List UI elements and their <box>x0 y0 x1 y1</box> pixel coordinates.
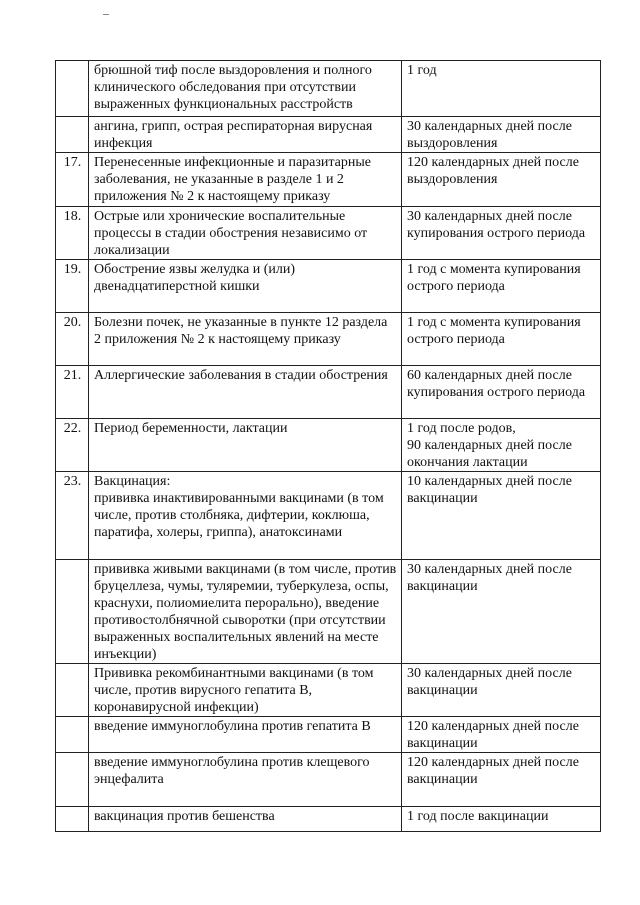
period-cell: 30 календарных дней после вакцинации <box>402 560 601 664</box>
period-cell: 120 календарных дней после вакцинации <box>402 717 601 753</box>
table-row <box>56 117 601 153</box>
row-number: 23. <box>56 472 89 560</box>
row-number <box>56 717 89 753</box>
condition-cell: Обострение язвы желудка и (или) двенадцатиперстной кишки <box>89 260 402 313</box>
period-cell: 1 год после вакцинации <box>402 807 601 832</box>
row-number <box>56 61 89 117</box>
condition-cell: Перенесенные инфекционные и паразитарные заболевания, не указанные в разделе 1 и 2 приложения № 2 к настоящему приказу <box>89 153 402 207</box>
period-line: 90 календарных дней после окончания лактации <box>407 438 572 470</box>
condition-cell: прививка живыми вакцинами (в том числе, против бруцеллеза, чумы, туляремии, туберкулеза, оспы, краснухи, полиомиелита перорально), введение противостолбнячной сыворотки (при отсутствии выраженных воспалительных явлений на месте инъекции) <box>89 560 402 664</box>
period-cell: 30 календарных дней после вакцинации <box>402 664 601 717</box>
table-row <box>56 753 601 807</box>
table-row <box>56 313 601 366</box>
row-number <box>56 560 89 664</box>
row-number <box>56 664 89 717</box>
period-cell: 30 календарных дней после выздоровления <box>402 117 601 153</box>
table-row <box>56 664 601 717</box>
section-heading: Вакцинация: <box>94 474 171 489</box>
condition-cell: введение иммуноглобулина против клещевого энцефалита <box>89 753 402 807</box>
condition-cell: Острые или хронические воспалительные процессы в стадии обострения независимо от локализации <box>89 207 402 260</box>
condition-cell: Болезни почек, не указанные в пункте 12 раздела 2 приложения № 2 к настоящему приказу <box>89 313 402 366</box>
table-row <box>56 717 601 753</box>
table-row <box>56 807 601 832</box>
period-cell: 10 календарных дней после вакцинации <box>402 472 601 560</box>
condition-cell: Прививка рекомбинантными вакцинами (в том числе, против вирусного гепатита В, коронавирусной инфекции) <box>89 664 402 717</box>
scan-mark <box>103 14 109 15</box>
table-row <box>56 419 601 472</box>
table-row <box>56 366 601 419</box>
row-number <box>56 807 89 832</box>
table-row <box>56 260 601 313</box>
condition-cell <box>89 472 402 560</box>
condition-cell: введение иммуноглобулина против гепатита В <box>89 717 402 753</box>
row-number: 22. <box>56 419 89 472</box>
condition-cell: ангина, грипп, острая респираторная вирусная инфекция <box>89 117 402 153</box>
row-number: 21. <box>56 366 89 419</box>
row-number <box>56 117 89 153</box>
period-cell: 1 год <box>402 61 601 117</box>
period-cell: 120 календарных дней после выздоровления <box>402 153 601 207</box>
period-cell: 120 календарных дней после вакцинации <box>402 753 601 807</box>
row-number <box>56 753 89 807</box>
contraindications-table <box>55 60 601 832</box>
period-cell: 1 год с момента купирования острого периода <box>402 313 601 366</box>
table-row <box>56 153 601 207</box>
row-number: 19. <box>56 260 89 313</box>
condition-cell: Аллергические заболевания в стадии обострения <box>89 366 402 419</box>
row-number: 17. <box>56 153 89 207</box>
period-cell <box>402 419 601 472</box>
row-number: 18. <box>56 207 89 260</box>
period-cell: 60 календарных дней после купирования острого периода <box>402 366 601 419</box>
table-row <box>56 207 601 260</box>
condition-cell: брюшной тиф после выздоровления и полного клинического обследования при отсутствии выраженных функциональных расстройств <box>89 61 402 117</box>
period-cell: 1 год с момента купирования острого периода <box>402 260 601 313</box>
condition-text: прививка инактивированными вакцинами (в том числе, против столбняка, дифтерии, коклюша, паратифа, холеры, гриппа), анатоксинами <box>94 491 384 540</box>
table-row <box>56 472 601 560</box>
table-row <box>56 560 601 664</box>
condition-cell: Период беременности, лактации <box>89 419 402 472</box>
row-number: 20. <box>56 313 89 366</box>
period-line: 1 год после родов, <box>407 421 516 436</box>
period-cell: 30 календарных дней после купирования острого периода <box>402 207 601 260</box>
condition-cell: вакцинация против бешенства <box>89 807 402 832</box>
table-row <box>56 61 601 117</box>
